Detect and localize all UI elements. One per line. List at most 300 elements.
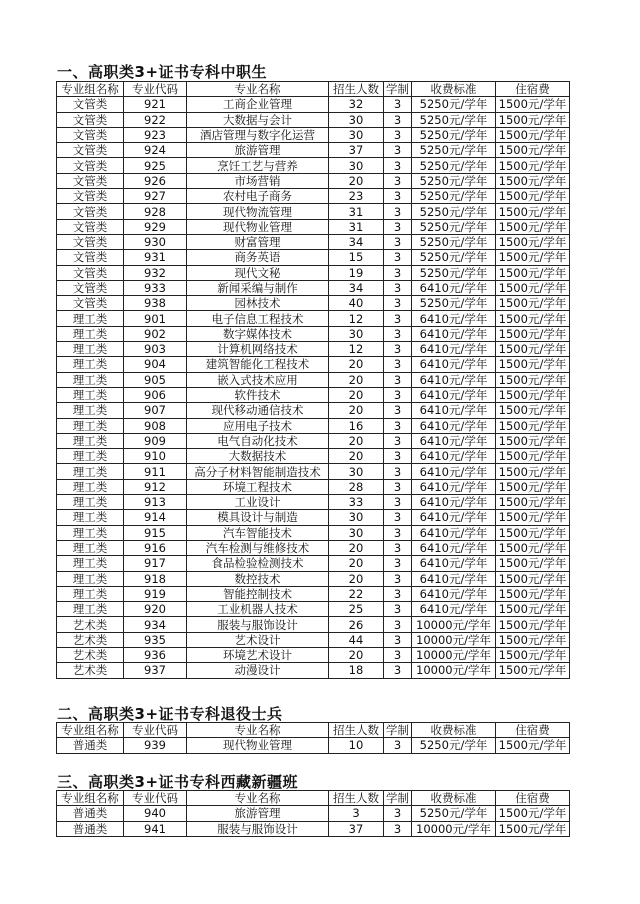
cell-group-name: 理工类	[57, 525, 124, 540]
table-row	[57, 449, 570, 464]
column-header-code: 专业代码	[124, 723, 187, 738]
table-row	[57, 357, 570, 372]
cell-tuition: 5250元/学年	[412, 250, 496, 265]
table-row	[57, 525, 570, 540]
table-row	[57, 479, 570, 494]
cell-tuition: 6410元/学年	[412, 342, 496, 357]
cell-lodging-fee: 1500元/学年	[496, 556, 570, 571]
cell-tuition: 5250元/学年	[412, 738, 496, 753]
cell-enrollment: 28	[329, 479, 384, 494]
cell-major-name: 工业设计	[187, 495, 329, 510]
cell-code: 936	[124, 647, 187, 662]
cell-group-name: 理工类	[57, 387, 124, 402]
cell-duration: 3	[384, 540, 412, 555]
cell-tuition: 5250元/学年	[412, 806, 496, 821]
table-header-row	[57, 82, 570, 97]
cell-major-name: 食品检验检测技术	[187, 556, 329, 571]
cell-lodging-fee: 1500元/学年	[496, 357, 570, 372]
table-row	[57, 372, 570, 387]
cell-major-name: 现代文秘	[187, 265, 329, 280]
cell-lodging-fee: 1500元/学年	[496, 250, 570, 265]
cell-duration: 3	[384, 97, 412, 112]
cell-lodging-fee: 1500元/学年	[496, 418, 570, 433]
cell-group-name: 文管类	[57, 219, 124, 234]
cell-duration: 3	[384, 357, 412, 372]
cell-tuition: 5250元/学年	[412, 97, 496, 112]
cell-enrollment: 30	[329, 510, 384, 525]
cell-tuition: 6410元/学年	[412, 556, 496, 571]
cell-enrollment: 25	[329, 602, 384, 617]
cell-duration: 3	[384, 189, 412, 204]
cell-tuition: 6410元/学年	[412, 540, 496, 555]
cell-lodging-fee: 1500元/学年	[496, 112, 570, 127]
cell-enrollment: 20	[329, 372, 384, 387]
cell-lodging-fee: 1500元/学年	[496, 449, 570, 464]
table-header-row	[57, 723, 570, 738]
cell-lodging-fee: 1500元/学年	[496, 464, 570, 479]
cell-enrollment: 20	[329, 387, 384, 402]
section-1-title: 一、高职类3+证书专科中职生	[57, 63, 268, 81]
cell-group-name: 文管类	[57, 158, 124, 173]
cell-group-name: 理工类	[57, 326, 124, 341]
table-row	[57, 219, 570, 234]
cell-tuition: 6410元/学年	[412, 586, 496, 601]
cell-lodging-fee: 1500元/学年	[496, 97, 570, 112]
table-row	[57, 265, 570, 280]
table-row	[57, 464, 570, 479]
cell-code: 905	[124, 372, 187, 387]
cell-lodging-fee: 1500元/学年	[496, 663, 570, 678]
cell-duration: 3	[384, 449, 412, 464]
cell-major-name: 现代物业管理	[187, 738, 329, 753]
cell-group-name: 理工类	[57, 586, 124, 601]
table-row	[57, 433, 570, 448]
column-header-lodging-fee: 住宿费	[496, 791, 570, 806]
table-row	[57, 571, 570, 586]
column-header-tuition: 收费标准	[412, 723, 496, 738]
cell-code: 923	[124, 127, 187, 142]
cell-tuition: 5250元/学年	[412, 158, 496, 173]
cell-code: 909	[124, 433, 187, 448]
cell-tuition: 6410元/学年	[412, 357, 496, 372]
cell-tuition: 6410元/学年	[412, 372, 496, 387]
cell-enrollment: 37	[329, 821, 384, 836]
cell-code: 901	[124, 311, 187, 326]
table-row	[57, 540, 570, 555]
cell-group-name: 理工类	[57, 311, 124, 326]
cell-group-name: 理工类	[57, 357, 124, 372]
cell-enrollment: 40	[329, 296, 384, 311]
cell-group-name: 理工类	[57, 372, 124, 387]
cell-tuition: 6410元/学年	[412, 479, 496, 494]
column-header-tuition: 收费标准	[412, 82, 496, 97]
cell-code: 938	[124, 296, 187, 311]
cell-enrollment: 30	[329, 464, 384, 479]
cell-lodging-fee: 1500元/学年	[496, 403, 570, 418]
cell-code: 934	[124, 617, 187, 632]
cell-code: 913	[124, 495, 187, 510]
cell-major-name: 现代物流管理	[187, 204, 329, 219]
cell-enrollment: 20	[329, 357, 384, 372]
cell-enrollment: 12	[329, 342, 384, 357]
cell-tuition: 5250元/学年	[412, 173, 496, 188]
cell-duration: 3	[384, 387, 412, 402]
cell-lodging-fee: 1500元/学年	[496, 280, 570, 295]
cell-code: 914	[124, 510, 187, 525]
cell-major-name: 大数据技术	[187, 449, 329, 464]
cell-major-name: 园林技术	[187, 296, 329, 311]
cell-group-name: 文管类	[57, 280, 124, 295]
cell-code: 916	[124, 540, 187, 555]
cell-lodging-fee: 1500元/学年	[496, 311, 570, 326]
cell-enrollment: 30	[329, 525, 384, 540]
cell-code: 919	[124, 586, 187, 601]
table-row	[57, 326, 570, 341]
cell-code: 921	[124, 97, 187, 112]
cell-enrollment: 32	[329, 97, 384, 112]
admissions-table-3	[56, 790, 570, 837]
cell-major-name: 旅游管理	[187, 143, 329, 158]
cell-enrollment: 26	[329, 617, 384, 632]
table-row	[57, 586, 570, 601]
table-row	[57, 250, 570, 265]
table-row	[57, 418, 570, 433]
cell-duration: 3	[384, 265, 412, 280]
column-header-major-name: 专业名称	[187, 791, 329, 806]
cell-group-name: 理工类	[57, 495, 124, 510]
column-header-major-name: 专业名称	[187, 82, 329, 97]
table-row	[57, 97, 570, 112]
cell-group-name: 艺术类	[57, 632, 124, 647]
cell-duration: 3	[384, 433, 412, 448]
cell-lodging-fee: 1500元/学年	[496, 586, 570, 601]
cell-enrollment: 12	[329, 311, 384, 326]
cell-lodging-fee: 1500元/学年	[496, 510, 570, 525]
cell-group-name: 理工类	[57, 571, 124, 586]
cell-major-name: 农村电子商务	[187, 189, 329, 204]
cell-tuition: 6410元/学年	[412, 464, 496, 479]
column-header-group-name: 专业组名称	[57, 791, 124, 806]
table-row	[57, 806, 570, 821]
cell-major-name: 旅游管理	[187, 806, 329, 821]
cell-enrollment: 44	[329, 632, 384, 647]
cell-tuition: 6410元/学年	[412, 311, 496, 326]
cell-tuition: 6410元/学年	[412, 571, 496, 586]
cell-code: 907	[124, 403, 187, 418]
cell-code: 937	[124, 663, 187, 678]
table-row	[57, 311, 570, 326]
table-row	[57, 143, 570, 158]
cell-major-name: 智能控制技术	[187, 586, 329, 601]
column-header-lodging-fee: 住宿费	[496, 82, 570, 97]
cell-duration: 3	[384, 479, 412, 494]
cell-group-name: 文管类	[57, 173, 124, 188]
cell-tuition: 5250元/学年	[412, 204, 496, 219]
cell-lodging-fee: 1500元/学年	[496, 540, 570, 555]
cell-duration: 3	[384, 372, 412, 387]
cell-tuition: 6410元/学年	[412, 280, 496, 295]
cell-enrollment: 18	[329, 663, 384, 678]
cell-lodging-fee: 1500元/学年	[496, 821, 570, 836]
cell-lodging-fee: 1500元/学年	[496, 602, 570, 617]
admissions-table-1	[56, 81, 570, 679]
column-header-group-name: 专业组名称	[57, 723, 124, 738]
cell-major-name: 现代移动通信技术	[187, 403, 329, 418]
cell-duration: 3	[384, 663, 412, 678]
table-header-row	[57, 791, 570, 806]
cell-major-name: 环境工程技术	[187, 479, 329, 494]
cell-group-name: 文管类	[57, 250, 124, 265]
cell-duration: 3	[384, 464, 412, 479]
cell-major-name: 商务英语	[187, 250, 329, 265]
cell-enrollment: 20	[329, 433, 384, 448]
cell-duration: 3	[384, 280, 412, 295]
cell-group-name: 理工类	[57, 540, 124, 555]
cell-group-name: 艺术类	[57, 617, 124, 632]
cell-duration: 3	[384, 647, 412, 662]
column-header-tuition: 收费标准	[412, 791, 496, 806]
table-row	[57, 403, 570, 418]
cell-enrollment: 19	[329, 265, 384, 280]
cell-enrollment: 34	[329, 280, 384, 295]
cell-group-name: 艺术类	[57, 647, 124, 662]
column-header-code: 专业代码	[124, 791, 187, 806]
cell-duration: 3	[384, 112, 412, 127]
cell-enrollment: 31	[329, 204, 384, 219]
section-3-title: 三、高职类3+证书专科西藏新疆班	[57, 773, 299, 791]
cell-lodging-fee: 1500元/学年	[496, 265, 570, 280]
cell-duration: 3	[384, 821, 412, 836]
cell-group-name: 理工类	[57, 479, 124, 494]
cell-tuition: 6410元/学年	[412, 449, 496, 464]
cell-enrollment: 23	[329, 189, 384, 204]
cell-code: 912	[124, 479, 187, 494]
cell-tuition: 6410元/学年	[412, 326, 496, 341]
cell-lodging-fee: 1500元/学年	[496, 806, 570, 821]
cell-code: 929	[124, 219, 187, 234]
column-header-lodging-fee: 住宿费	[496, 723, 570, 738]
cell-duration: 3	[384, 495, 412, 510]
cell-lodging-fee: 1500元/学年	[496, 372, 570, 387]
cell-lodging-fee: 1500元/学年	[496, 296, 570, 311]
table-row	[57, 189, 570, 204]
cell-code: 915	[124, 525, 187, 540]
cell-major-name: 应用电子技术	[187, 418, 329, 433]
cell-major-name: 环境艺术设计	[187, 647, 329, 662]
table-row	[57, 510, 570, 525]
column-header-group-name: 专业组名称	[57, 82, 124, 97]
cell-group-name: 理工类	[57, 464, 124, 479]
table-row	[57, 204, 570, 219]
cell-lodging-fee: 1500元/学年	[496, 342, 570, 357]
cell-duration: 3	[384, 571, 412, 586]
table-row	[57, 556, 570, 571]
cell-tuition: 6410元/学年	[412, 495, 496, 510]
table-row	[57, 234, 570, 249]
table-row	[57, 342, 570, 357]
cell-group-name: 普通类	[57, 806, 124, 821]
cell-lodging-fee: 1500元/学年	[496, 647, 570, 662]
cell-duration: 3	[384, 234, 412, 249]
table-row	[57, 738, 570, 753]
table-row	[57, 127, 570, 142]
cell-tuition: 5250元/学年	[412, 219, 496, 234]
cell-duration: 3	[384, 311, 412, 326]
cell-lodging-fee: 1500元/学年	[496, 189, 570, 204]
cell-code: 926	[124, 173, 187, 188]
cell-code: 904	[124, 357, 187, 372]
cell-duration: 3	[384, 250, 412, 265]
cell-lodging-fee: 1500元/学年	[496, 617, 570, 632]
cell-code: 908	[124, 418, 187, 433]
cell-major-name: 大数据与会计	[187, 112, 329, 127]
cell-major-name: 嵌入式技术应用	[187, 372, 329, 387]
table-row	[57, 296, 570, 311]
table-row	[57, 647, 570, 662]
cell-lodging-fee: 1500元/学年	[496, 525, 570, 540]
cell-code: 927	[124, 189, 187, 204]
cell-tuition: 10000元/学年	[412, 647, 496, 662]
cell-major-name: 汽车智能技术	[187, 525, 329, 540]
cell-tuition: 5250元/学年	[412, 189, 496, 204]
cell-group-name: 理工类	[57, 510, 124, 525]
cell-major-name: 数字媒体技术	[187, 326, 329, 341]
cell-code: 931	[124, 250, 187, 265]
table-row	[57, 663, 570, 678]
cell-major-name: 酒店管理与数字化运营	[187, 127, 329, 142]
table-row	[57, 158, 570, 173]
cell-lodging-fee: 1500元/学年	[496, 433, 570, 448]
cell-code: 902	[124, 326, 187, 341]
cell-enrollment: 30	[329, 112, 384, 127]
cell-duration: 3	[384, 418, 412, 433]
column-header-duration: 学制	[384, 82, 412, 97]
cell-duration: 3	[384, 806, 412, 821]
cell-major-name: 模具设计与制造	[187, 510, 329, 525]
cell-code: 924	[124, 143, 187, 158]
cell-duration: 3	[384, 556, 412, 571]
cell-group-name: 理工类	[57, 556, 124, 571]
cell-group-name: 文管类	[57, 127, 124, 142]
cell-duration: 3	[384, 219, 412, 234]
cell-group-name: 文管类	[57, 143, 124, 158]
cell-tuition: 5250元/学年	[412, 234, 496, 249]
cell-enrollment: 20	[329, 540, 384, 555]
cell-enrollment: 3	[329, 806, 384, 821]
cell-code: 935	[124, 632, 187, 647]
cell-lodging-fee: 1500元/学年	[496, 219, 570, 234]
cell-duration: 3	[384, 738, 412, 753]
cell-lodging-fee: 1500元/学年	[496, 495, 570, 510]
cell-duration: 3	[384, 204, 412, 219]
table-row	[57, 495, 570, 510]
cell-lodging-fee: 1500元/学年	[496, 479, 570, 494]
cell-lodging-fee: 1500元/学年	[496, 387, 570, 402]
table-row	[57, 173, 570, 188]
cell-group-name: 文管类	[57, 204, 124, 219]
cell-enrollment: 20	[329, 556, 384, 571]
cell-major-name: 计算机网络技术	[187, 342, 329, 357]
cell-duration: 3	[384, 586, 412, 601]
cell-major-name: 数控技术	[187, 571, 329, 586]
cell-lodging-fee: 1500元/学年	[496, 738, 570, 753]
cell-duration: 3	[384, 296, 412, 311]
cell-duration: 3	[384, 525, 412, 540]
cell-code: 940	[124, 806, 187, 821]
table-row	[57, 387, 570, 402]
cell-tuition: 6410元/学年	[412, 387, 496, 402]
cell-enrollment: 15	[329, 250, 384, 265]
cell-tuition: 10000元/学年	[412, 632, 496, 647]
cell-tuition: 5250元/学年	[412, 265, 496, 280]
cell-group-name: 普通类	[57, 738, 124, 753]
cell-major-name: 新闻采编与制作	[187, 280, 329, 295]
cell-code: 932	[124, 265, 187, 280]
cell-duration: 3	[384, 602, 412, 617]
cell-tuition: 6410元/学年	[412, 510, 496, 525]
cell-group-name: 普通类	[57, 821, 124, 836]
cell-tuition: 10000元/学年	[412, 663, 496, 678]
cell-enrollment: 30	[329, 158, 384, 173]
cell-major-name: 艺术设计	[187, 632, 329, 647]
cell-duration: 3	[384, 173, 412, 188]
cell-major-name: 动漫设计	[187, 663, 329, 678]
cell-tuition: 6410元/学年	[412, 602, 496, 617]
cell-code: 939	[124, 738, 187, 753]
cell-tuition: 10000元/学年	[412, 821, 496, 836]
cell-group-name: 艺术类	[57, 663, 124, 678]
cell-major-name: 软件技术	[187, 387, 329, 402]
cell-duration: 3	[384, 127, 412, 142]
cell-tuition: 6410元/学年	[412, 403, 496, 418]
cell-duration: 3	[384, 326, 412, 341]
cell-major-name: 建筑智能化工程技术	[187, 357, 329, 372]
admissions-table-2	[56, 722, 570, 754]
cell-tuition: 6410元/学年	[412, 433, 496, 448]
cell-group-name: 理工类	[57, 418, 124, 433]
cell-code: 920	[124, 602, 187, 617]
cell-enrollment: 33	[329, 495, 384, 510]
cell-lodging-fee: 1500元/学年	[496, 158, 570, 173]
cell-code: 922	[124, 112, 187, 127]
cell-group-name: 文管类	[57, 189, 124, 204]
cell-tuition: 10000元/学年	[412, 617, 496, 632]
cell-enrollment: 31	[329, 219, 384, 234]
cell-group-name: 理工类	[57, 602, 124, 617]
cell-group-name: 理工类	[57, 342, 124, 357]
column-header-code: 专业代码	[124, 82, 187, 97]
cell-lodging-fee: 1500元/学年	[496, 234, 570, 249]
cell-code: 910	[124, 449, 187, 464]
cell-group-name: 文管类	[57, 112, 124, 127]
cell-group-name: 文管类	[57, 265, 124, 280]
column-header-major-name: 专业名称	[187, 723, 329, 738]
cell-major-name: 电气自动化技术	[187, 433, 329, 448]
cell-tuition: 5250元/学年	[412, 127, 496, 142]
cell-duration: 3	[384, 510, 412, 525]
cell-enrollment: 37	[329, 143, 384, 158]
cell-duration: 3	[384, 617, 412, 632]
cell-duration: 3	[384, 143, 412, 158]
cell-enrollment: 30	[329, 326, 384, 341]
cell-major-name: 烹饪工艺与营养	[187, 158, 329, 173]
table-row	[57, 280, 570, 295]
cell-tuition: 5250元/学年	[412, 143, 496, 158]
cell-major-name: 汽车检测与维修技术	[187, 540, 329, 555]
cell-group-name: 理工类	[57, 433, 124, 448]
cell-group-name: 文管类	[57, 234, 124, 249]
cell-code: 941	[124, 821, 187, 836]
